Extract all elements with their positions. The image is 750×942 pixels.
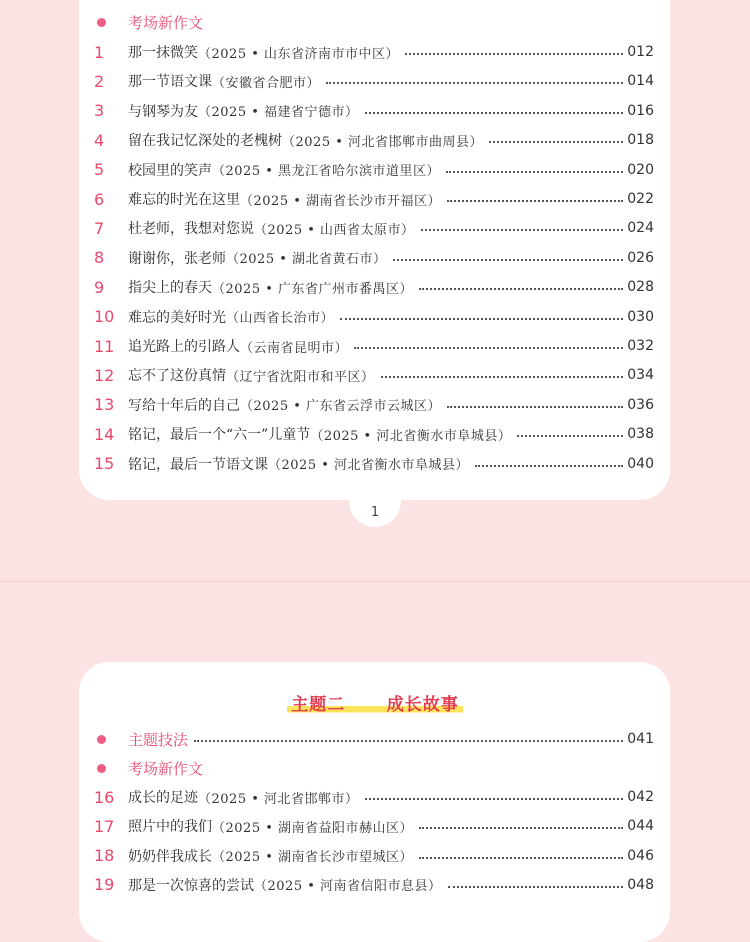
entry-number: 18 xyxy=(94,846,115,866)
bullet-icon xyxy=(94,727,128,751)
entry-number: 1 xyxy=(94,42,105,62)
entry-source: （云南省昆明市） xyxy=(240,340,349,356)
dot-leader xyxy=(419,857,623,859)
entry-source: （2025 • 河北省邯郸市曲周县） xyxy=(282,134,484,150)
dot-leader xyxy=(421,229,624,231)
toc-entry-skills[interactable] xyxy=(94,727,654,751)
dot-leader xyxy=(340,318,623,320)
entry-number: 17 xyxy=(94,816,115,836)
entry-title: 铭记，最后一个“六一”儿童节 xyxy=(128,427,311,444)
section-heading xyxy=(94,756,654,780)
entry-source: （安徽省合肥市） xyxy=(212,75,321,91)
entry-page: 038 xyxy=(627,426,654,443)
entry-source: （2025 • 广东省广州市番禺区） xyxy=(212,281,414,297)
toc-entry[interactable] xyxy=(94,40,654,64)
toc-entry[interactable] xyxy=(94,334,654,358)
dot-leader xyxy=(419,288,623,290)
entry-page: 022 xyxy=(627,191,654,207)
entry-number: 2 xyxy=(94,71,105,91)
dot-leader xyxy=(354,347,623,349)
entry-page: 040 xyxy=(627,455,654,472)
entry-page: 036 xyxy=(627,396,654,413)
toc-entry[interactable] xyxy=(94,393,654,417)
page-divider xyxy=(0,581,750,582)
entry-number: 8 xyxy=(94,248,105,268)
dot-leader xyxy=(489,141,623,143)
entry-title: 与钢琴为友 xyxy=(128,103,198,120)
dot-leader xyxy=(446,171,623,173)
toc-entry[interactable] xyxy=(94,187,654,211)
entry-source: （辽宁省沈阳市和平区） xyxy=(226,369,375,385)
entry-page: 024 xyxy=(627,220,654,237)
entry-source: （2025 • 黑龙江省哈尔滨市道里区） xyxy=(212,164,441,180)
entry-number: 9 xyxy=(94,277,105,297)
toc-entry[interactable] xyxy=(94,128,654,152)
bullet-icon xyxy=(94,10,128,34)
entry-title: 校园里的笑声 xyxy=(128,162,212,179)
entry-source: （2025 • 河北省衡水市阜城县） xyxy=(268,458,470,474)
entry-title: 奶奶伴我成长 xyxy=(128,848,212,865)
entry-number: 6 xyxy=(94,189,105,209)
entry-page: 041 xyxy=(627,731,654,747)
toc-entry[interactable] xyxy=(94,785,654,809)
entry-number: 7 xyxy=(94,218,105,238)
entry-number: 19 xyxy=(94,875,115,895)
entry-title: 那一抹微笑 xyxy=(128,45,198,61)
dot-leader xyxy=(517,435,623,437)
entry-title: 追光路上的引路人 xyxy=(128,339,240,355)
toc-entry[interactable] xyxy=(94,275,654,299)
entry-source: （2025 • 山东省济南市市中区） xyxy=(198,46,400,62)
toc-entry[interactable] xyxy=(94,158,654,182)
entry-source: （2025 • 河北省邯郸市） xyxy=(198,791,359,807)
entry-title: 主题技法 xyxy=(128,730,189,749)
entry-page: 016 xyxy=(627,102,654,119)
dot-leader xyxy=(381,376,624,378)
entry-page: 026 xyxy=(627,249,654,266)
entry-number: 12 xyxy=(94,365,115,385)
toc-entry[interactable] xyxy=(94,873,654,897)
entry-source: （2025 • 湖南省长沙市开福区） xyxy=(240,193,442,209)
entry-title: 忘不了这份真情 xyxy=(128,368,226,385)
entry-number: 14 xyxy=(94,424,115,444)
entry-number: 3 xyxy=(94,101,105,121)
dot-leader xyxy=(326,82,623,84)
entry-title: 那一节语文课 xyxy=(128,74,212,91)
section-heading-label: 考场新作文 xyxy=(128,13,204,32)
theme-title-highlight xyxy=(287,695,463,715)
entry-number: 10 xyxy=(94,307,115,327)
entry-title: 留在我记忆深处的老槐树 xyxy=(128,133,282,150)
entry-page: 044 xyxy=(627,818,654,835)
toc-entry[interactable] xyxy=(94,814,654,838)
dot-leader xyxy=(393,259,624,261)
entry-page: 042 xyxy=(627,789,654,805)
entry-title: 指尖上的春天 xyxy=(128,280,212,297)
theme-title xyxy=(0,690,750,715)
entry-page: 020 xyxy=(627,161,654,178)
toc-entry[interactable] xyxy=(94,99,654,123)
dot-leader xyxy=(405,53,623,55)
entry-page: 034 xyxy=(627,367,654,384)
entry-source: （2025 • 广东省云浮市云城区） xyxy=(240,399,442,415)
entry-title: 难忘的时光在这里 xyxy=(128,192,240,208)
bullet-icon xyxy=(94,756,128,780)
dot-leader xyxy=(365,112,624,114)
entry-title: 杜老师，我想对您说 xyxy=(128,221,254,238)
entry-page: 048 xyxy=(627,876,654,893)
dot-leader xyxy=(475,465,623,467)
entry-page: 018 xyxy=(627,132,654,149)
entry-page: 012 xyxy=(627,44,654,60)
entry-source: （2025 • 湖北省黄石市） xyxy=(226,252,387,268)
theme-number: 主题二 xyxy=(291,695,346,715)
toc-entry[interactable] xyxy=(94,422,654,446)
entry-title: 难忘的美好时光 xyxy=(128,309,226,326)
entry-title: 谢谢你，张老师 xyxy=(128,250,226,267)
dot-leader xyxy=(365,798,624,800)
entry-number: 4 xyxy=(94,130,105,150)
entry-number: 11 xyxy=(94,336,115,356)
entry-number: 13 xyxy=(94,395,115,415)
entry-source: （2025 • 湖南省长沙市望城区） xyxy=(212,850,414,866)
entry-number: 16 xyxy=(94,787,115,807)
entry-page: 028 xyxy=(627,279,654,296)
entry-page: 030 xyxy=(627,308,654,325)
entry-page: 032 xyxy=(627,338,654,354)
entry-source: （2025 • 福建省宁德市） xyxy=(198,105,359,121)
toc-entry[interactable] xyxy=(94,216,654,240)
dot-leader xyxy=(447,200,623,202)
entry-page: 046 xyxy=(627,847,654,864)
toc-entry[interactable] xyxy=(94,363,654,387)
dot-leader xyxy=(419,827,623,829)
toc-entry[interactable] xyxy=(94,844,654,868)
dot-leader xyxy=(447,406,623,408)
toc-entry[interactable] xyxy=(94,305,654,329)
entry-source: （2025 • 河北省衡水市阜城县） xyxy=(310,428,512,444)
toc-entry[interactable] xyxy=(94,246,654,270)
entry-number: 5 xyxy=(94,160,105,180)
toc-entry[interactable] xyxy=(94,452,654,476)
theme-name: 成长故事 xyxy=(386,695,459,715)
entry-source: （2025 • 河南省信阳市息县） xyxy=(254,879,442,895)
entry-source: （2025 • 湖南省益阳市赫山区） xyxy=(212,820,414,836)
entry-title: 那是一次惊喜的尝试 xyxy=(128,877,254,894)
entry-title: 照片中的我们 xyxy=(128,819,212,836)
entry-source: （山西省长治市） xyxy=(226,311,335,327)
dot-leader xyxy=(448,886,624,888)
dot-leader xyxy=(194,740,623,742)
entry-page: 014 xyxy=(627,73,654,90)
entry-title: 写给十年后的自己 xyxy=(128,397,240,414)
entry-title: 铭记，最后一节语文课 xyxy=(128,456,268,473)
entry-number: 15 xyxy=(94,454,115,474)
page-number: 1 xyxy=(349,495,401,527)
section-heading xyxy=(94,10,654,34)
entry-source: （2025 • 山西省太原市） xyxy=(254,222,415,238)
section-heading-label: 考场新作文 xyxy=(128,759,204,778)
toc-entry[interactable] xyxy=(94,69,654,93)
entry-title: 成长的足迹 xyxy=(128,790,198,806)
